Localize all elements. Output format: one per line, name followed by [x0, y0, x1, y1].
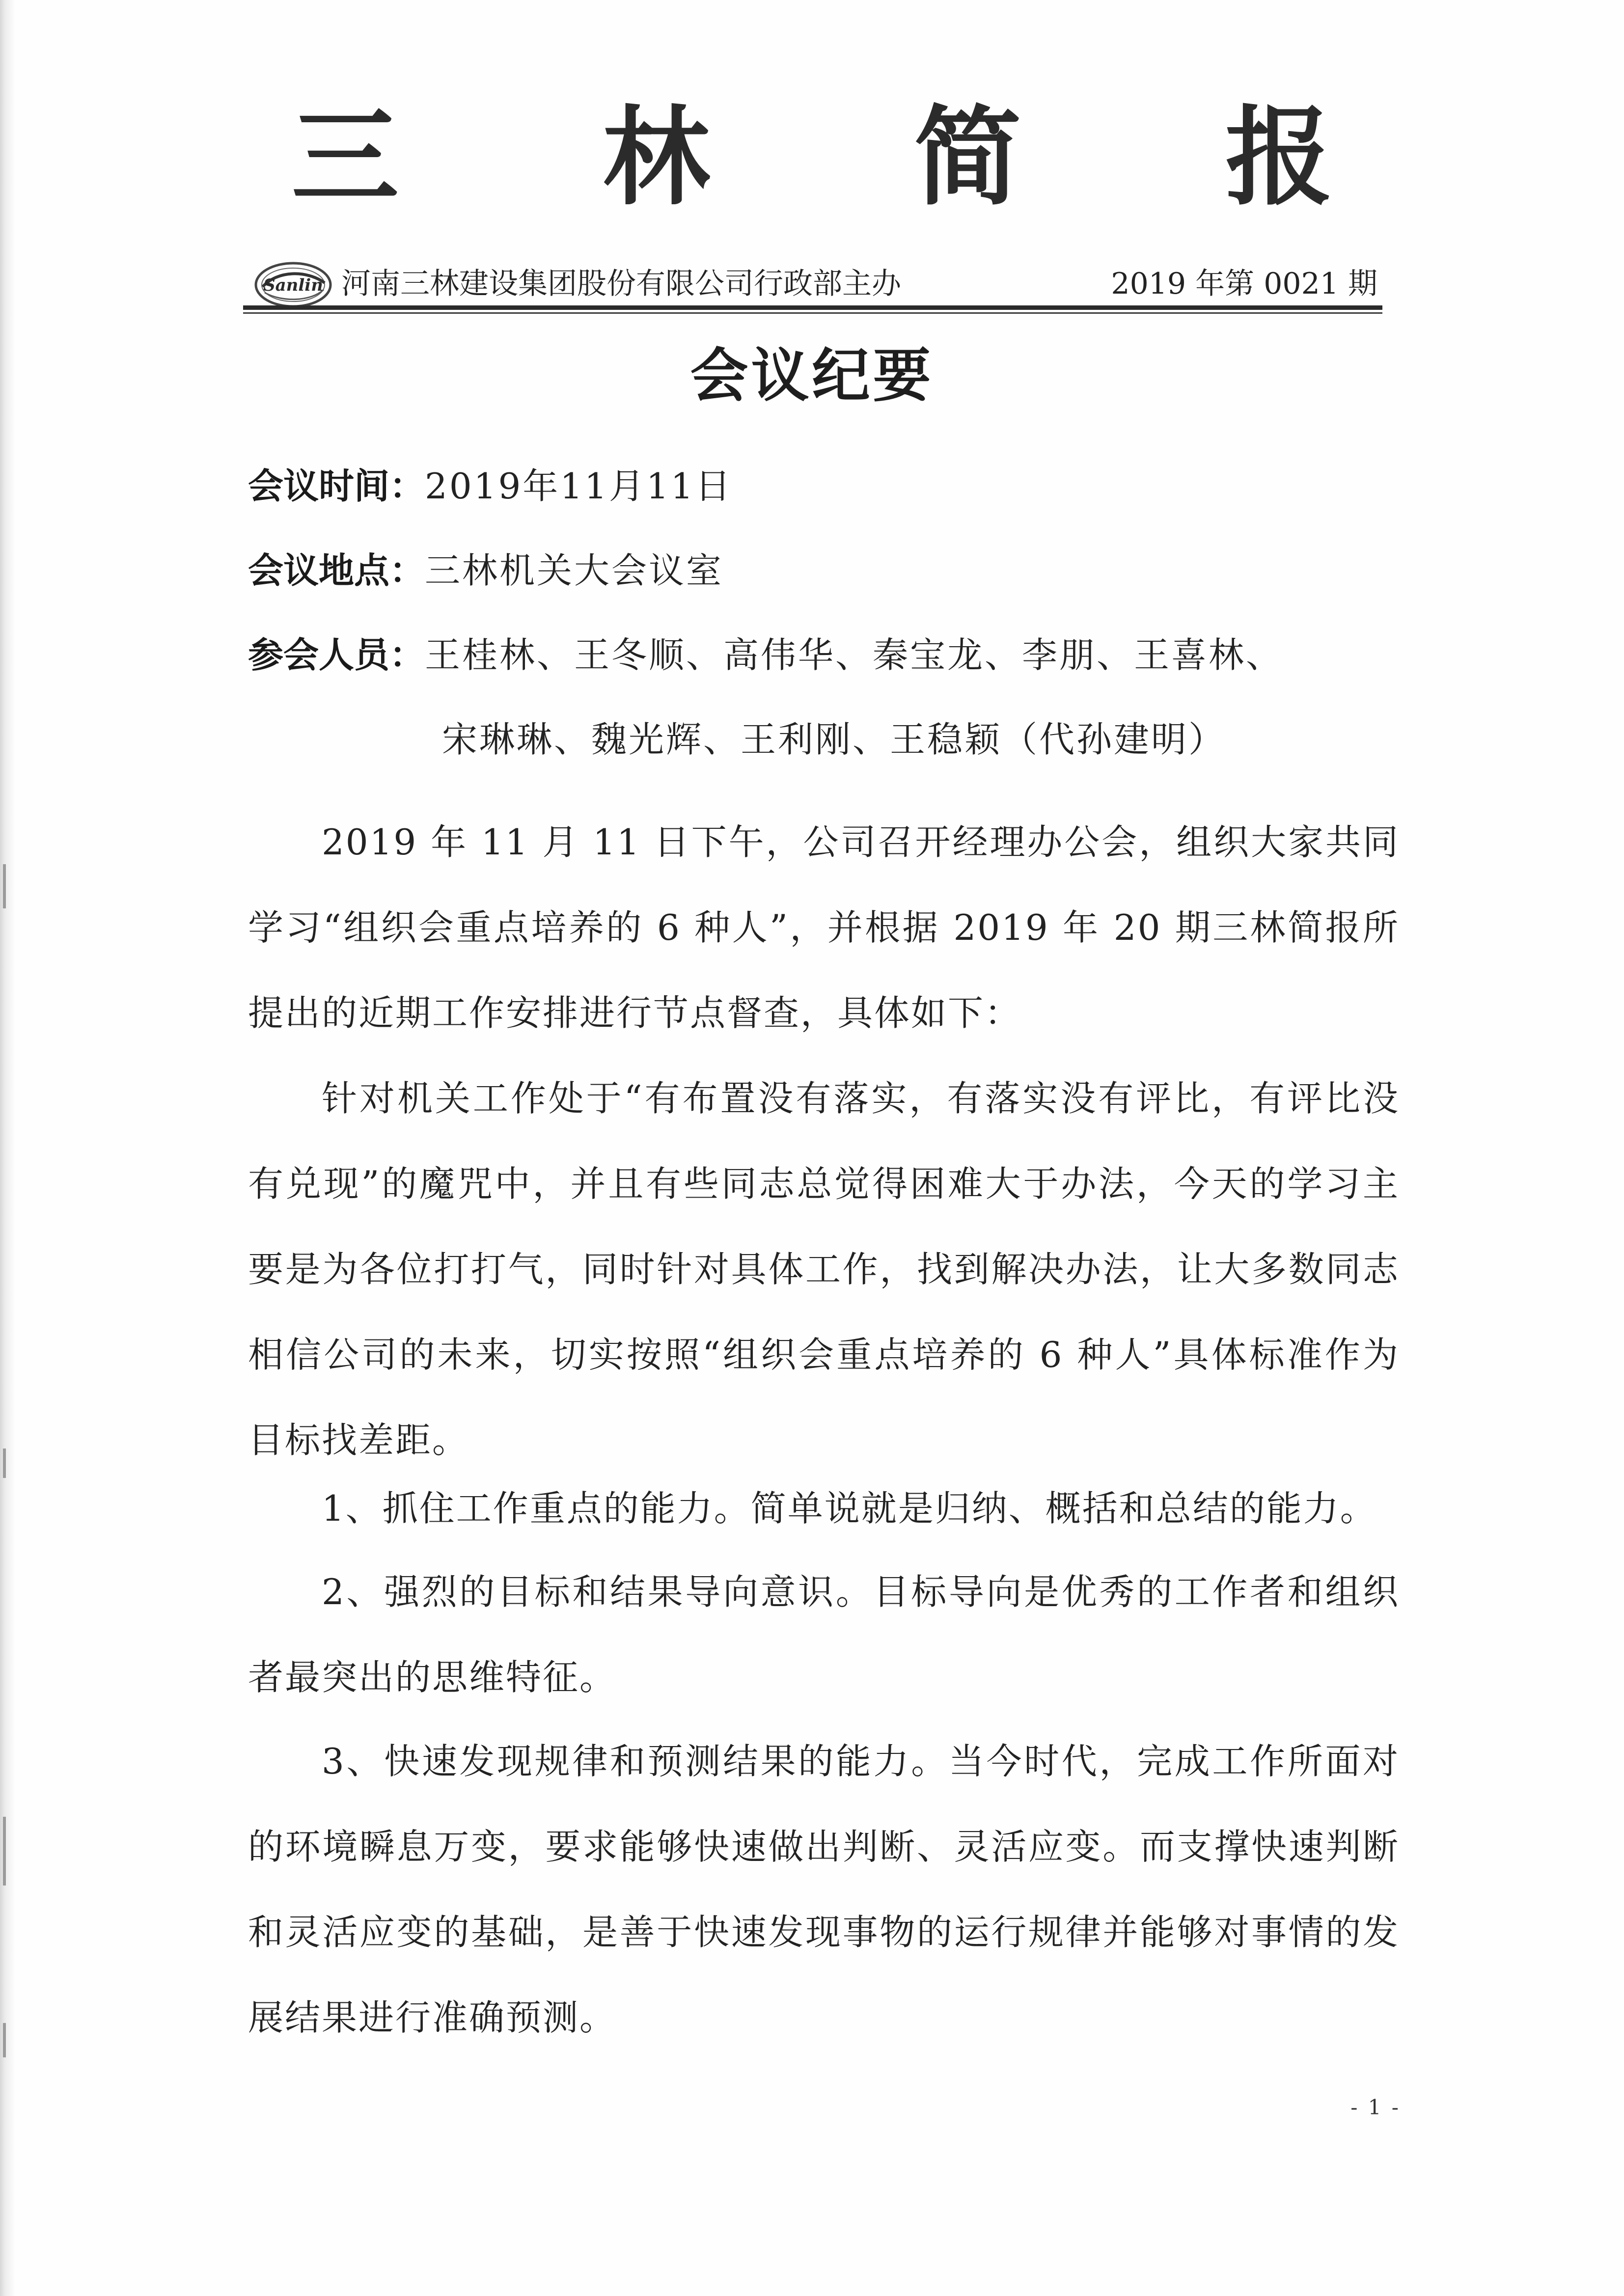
issue-number: 2019 年第 0021 期 [1111, 267, 1377, 301]
attendees-row [248, 630, 1283, 680]
scan-speck [3, 864, 6, 908]
header-rule-thick [243, 305, 1382, 310]
scan-speck [3, 1817, 6, 1886]
page-number: - 1 - [1350, 2095, 1401, 2119]
list-item-2: 2、强烈的目标和结果导向意识。目标导向是优秀的工作者和组织者最突出的思维特征。 [248, 1571, 1400, 1698]
logo-wordmark: Sanlin [263, 275, 323, 295]
body-paragraph: 2019 年 11 月 11 日下午，公司召开经理办公会，组织大家共同学习“组织会重点培养的 6 种人”，并根据 2019 年 20 期三林简报所提出的近期工作安排进行节点督查，具体如下： [248, 821, 1400, 1034]
masthead-header-row [243, 255, 1382, 309]
list-item-1: 1、抓住工作重点的能力。简单说就是归纳、概括和总结的能力。 [322, 1488, 1377, 1529]
list-item-3: 3、快速发现规律和预测结果的能力。当今时代，完成工作所面对的环境瞬息万变，要求能够快速做出判断、灵活应变。而支撑快速判断和灵活应变的基础，是善于快速发现事物的运行规律并能够对事情的发展结果进行准确预测。 [248, 1741, 1400, 2038]
scan-speck [3, 2023, 6, 2057]
company-logo-icon [253, 260, 334, 309]
masthead-title: 三 林 简 报 [291, 94, 1416, 220]
meeting-time-value: 2019年11月11日 [425, 465, 733, 507]
document-title: 会议纪要 [690, 341, 934, 410]
attendees-line-2: 宋琳琳、魏光辉、王利刚、王稳颖（代孙建明） [442, 719, 1226, 760]
meeting-place-row [248, 546, 723, 595]
scan-speck [3, 1449, 6, 1478]
meeting-time-label: 会议时间： [248, 465, 425, 507]
meeting-time-row [248, 462, 733, 511]
header-rule-thin [243, 312, 1382, 314]
body-paragraph: 针对机关工作处于“有布置没有落实，有落实没有评比，有评比没有兑现”的魔咒中，并且有些同志总觉得困难大于办法，今天的学习主要是为各位打打气，同时针对具体工作，找到解决办法，让大多数同志相信公司的未来，切实按照“组织会重点培养的 6 种人”具体标准作为目标找差距。 [248, 1078, 1400, 1461]
attendees-line-1: 王桂林、王冬顺、高伟华、秦宝龙、李朋、王喜林、 [425, 634, 1284, 676]
meeting-place-label: 会议地点： [248, 549, 425, 591]
sponsor-text: 河南三林建设集团股份有限公司行政部主办 [341, 267, 901, 301]
meeting-place-value: 三林机关大会议室 [425, 550, 724, 591]
attendees-label: 参会人员： [248, 634, 425, 676]
